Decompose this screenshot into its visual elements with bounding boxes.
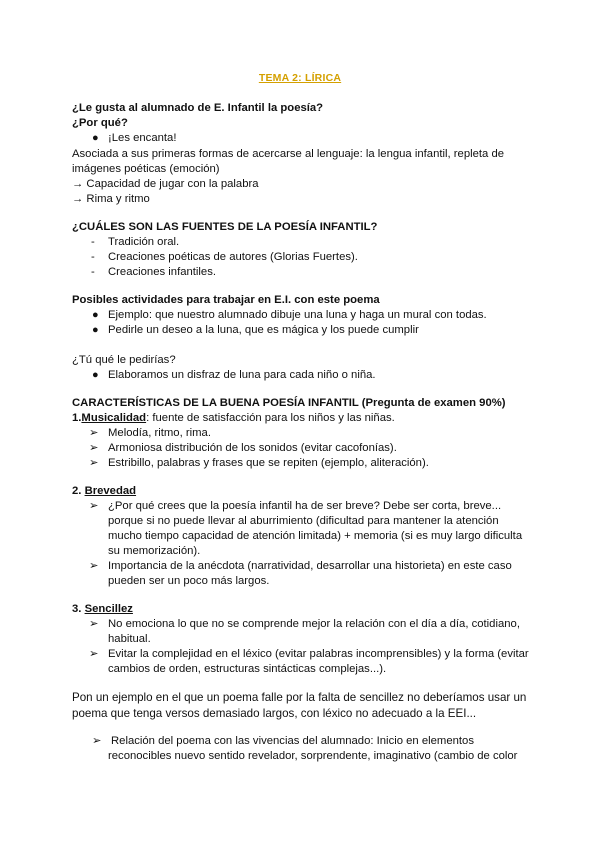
section-number: 3.	[72, 603, 82, 615]
list-item-line: Relación del poema con las vivencias del alumnado: Inicio en elementos	[111, 735, 474, 747]
arrow-icon: ➢	[89, 500, 99, 512]
list-item-line: reconocibles nuevo sentido revelador, sorprendente, imaginativo (cambio de color	[108, 750, 518, 762]
list-item: Creaciones infantiles.	[108, 266, 217, 278]
brevity-line	[72, 484, 136, 499]
question-heading: ¿Le gusta al alumnado de E. Infantil la poesía?	[72, 102, 324, 114]
arrow-icon: ➢	[89, 427, 99, 439]
list-item-line: No emociona lo que no se comprende mejor la relación con el día a día, cotidiano,	[108, 618, 520, 630]
page-title: TEMA 2: LÍRICA	[258, 72, 342, 84]
list-item: Creaciones poéticas de autores (Glorias Fuertes).	[108, 251, 358, 263]
musicality-text: : fuente de satisfacción para los niños y las niñas.	[146, 412, 395, 424]
arrow-line: → Capacidad de jugar con la palabra	[72, 178, 259, 190]
list-item: Tradición oral.	[108, 236, 180, 248]
list-item-line: Importancia de la anécdota (narratividad, desarrollar una historieta) en este caso	[108, 560, 512, 572]
arrow-icon: ➢	[89, 457, 99, 469]
list-item-line: su memorización).	[108, 545, 201, 557]
why-heading: ¿Por qué?	[72, 117, 128, 129]
list-item: Elaboramos un disfraz de luna para cada niño o niña.	[108, 369, 376, 381]
list-item: Estribillo, palabras y frases que se repiten (ejemplo, aliteración).	[108, 457, 429, 469]
section-number: 1.	[72, 412, 82, 424]
sources-heading: ¿CUÁLES SON LAS FUENTES DE LA POESÍA INFANTIL?	[72, 221, 378, 233]
simplicity-label: Sencillez	[84, 603, 133, 615]
list-item-line: cambios de orden, estructuras sintácticas complejas...).	[108, 663, 387, 675]
list-item-line: habitual.	[108, 633, 151, 645]
paragraph-line: poema que tenga versos demasiado largos, con léxico no adecuado a la EEI...	[72, 707, 477, 720]
dash-icon: -	[91, 236, 95, 248]
list-item-line: porque si no puede llevar al aburrimiento (dificultad para mantener la atención	[108, 515, 499, 527]
characteristics-heading: CARACTERÍSTICAS DE LA BUENA POESÍA INFANTIL (Pregunta de examen 90%)	[72, 397, 506, 409]
bullet-icon: ●	[92, 324, 99, 336]
list-item: Ejemplo: que nuestro alumnado dibuje una luna y haga un mural con todas.	[108, 309, 487, 321]
paragraph-line: Asociada a sus primeras formas de acercarse al lenguaje: la lengua infantil, repleta de	[72, 148, 505, 160]
simplicity-line	[72, 602, 133, 617]
arrow-icon: ➢	[89, 618, 99, 630]
musicality-label: Musicalidad	[81, 412, 147, 424]
list-item-line: Evitar la complejidad en el léxico (evitar palabras incomprensibles) y la forma (evitar	[108, 648, 529, 660]
list-item: Pedirle un deseo a la luna, que es mágica y los puede cumplir	[108, 324, 419, 336]
arrow-line: → Rima y ritmo	[72, 193, 150, 205]
musicality-line	[72, 411, 395, 426]
bullet-icon: ●	[92, 369, 99, 381]
bullet-icon: ●	[92, 132, 99, 144]
brevity-label: Brevedad	[84, 485, 137, 497]
activities-heading: Posibles actividades para trabajar en E.I. con este poema	[72, 294, 380, 306]
list-item: Armoniosa distribución de los sonidos (evitar cacofonías).	[108, 442, 397, 454]
list-item-line: mucho tiempo capacidad de atención limitada) + memoria (si es muy largo dificulta	[108, 530, 523, 542]
list-item: Melodía, ritmo, rima.	[108, 427, 211, 439]
paragraph-line: Pon un ejemplo en el que un poema falle por la falta de sencillez no deberíamos usar un	[72, 691, 527, 704]
arrow-icon: ➢	[89, 648, 99, 660]
list-item-line: pueden ser un poco más largos.	[108, 575, 270, 587]
paragraph-line: imágenes poéticas (emoción)	[72, 163, 220, 175]
list-item: ¡Les encanta!	[108, 132, 177, 144]
section-number: 2.	[72, 485, 82, 497]
dash-icon: -	[91, 266, 95, 278]
list-item-line: ¿Por qué crees que la poesía infantil ha de ser breve? Debe ser corta, breve...	[108, 500, 502, 512]
question-line: ¿Tú qué le pedirías?	[72, 354, 176, 366]
arrow-icon: ➢	[89, 560, 99, 572]
bullet-icon: ●	[92, 309, 99, 321]
dash-icon: -	[91, 251, 95, 263]
arrow-icon: ➢	[89, 442, 99, 454]
arrow-icon: ➢	[92, 735, 102, 747]
